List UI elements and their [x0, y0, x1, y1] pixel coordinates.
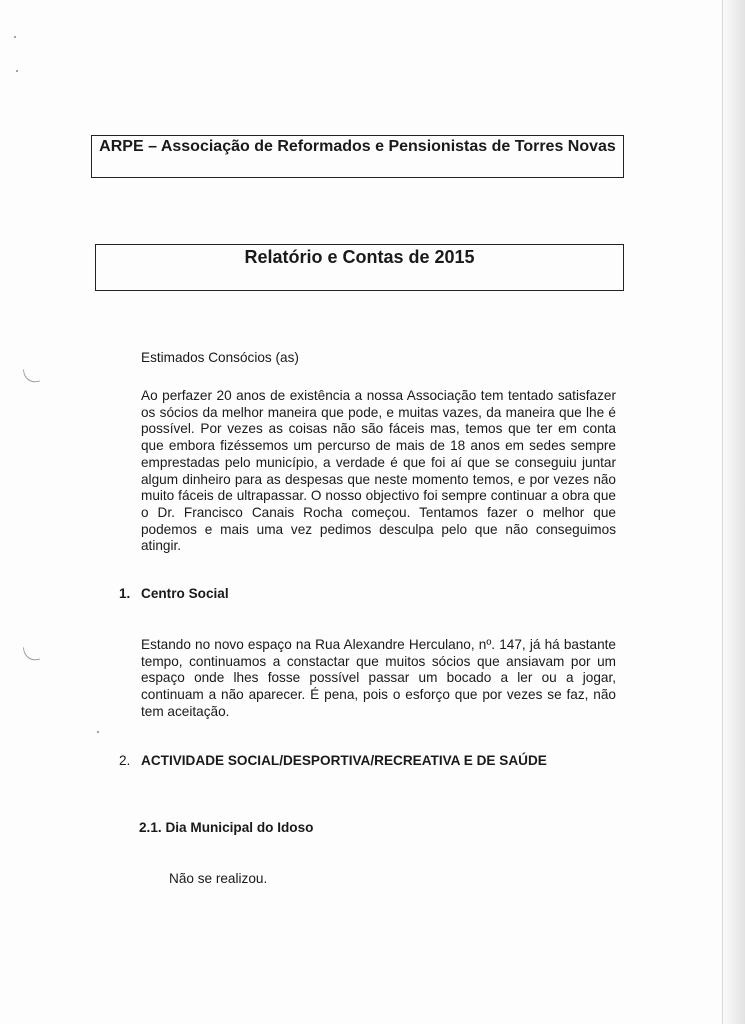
subsection-heading-dia-municipal: 2.1. Dia Municipal do Idoso — [139, 820, 314, 835]
subsection-text: Não se realizou. — [169, 871, 268, 886]
section-number: 2. — [119, 753, 131, 768]
organization-name: ARPE – Associação de Reformados e Pensionistas de Torres Novas — [99, 138, 616, 155]
greeting: Estimados Consócios (as) — [141, 350, 299, 365]
punch-hole-mark — [23, 645, 40, 662]
report-title: Relatório e Contas de 2015 — [244, 247, 475, 267]
report-title-box — [95, 244, 624, 291]
scan-speck — [97, 731, 99, 733]
intro-paragraph: Ao perfazer 20 anos de existência a nossa Associação tem tentado satisfazer os sócios da melhor maneira que pode, e muitas vazes, da maneira que lhe é possível. Por vezes as coisas não são fáceis mas, temos que ter em conta que embora fizéssemos um percurso de mais de 18 anos em sedes sempre emprestadas pelo município, a verdade é que foi aí que se conseguiu juntar algum dinheiro para as despesas que neste momento temos, e por vezes não muito fáceis de ultrapassar. O nosso objectivo foi sempre continuar a obra que o Dr. Francisco Canais Rocha começou. Tentamos fazer o melhor que podemos e mais uma vez pedimos desculpa pelo que não conseguimos atingir. — [141, 388, 616, 554]
page-edge-line — [722, 0, 723, 1024]
section-heading-actividade: ACTIVIDADE SOCIAL/DESPORTIVA/RECREATIVA E DE SAÚDE — [141, 753, 547, 768]
scan-speck — [14, 36, 16, 38]
section-number: 1. — [119, 586, 131, 601]
organization-title-box — [91, 135, 624, 178]
punch-hole-mark — [23, 367, 40, 384]
section-heading-centro-social: Centro Social — [141, 586, 229, 601]
scan-speck — [16, 70, 18, 72]
section-paragraph: Estando no novo espaço na Rua Alexandre Herculano, nº. 147, já há bastante tempo, continuamos a constactar que muitos sócios que ansiavam por um espaço onde lhes fosse possível passar um bocado a ler ou a jogar, continuam a não aparecer. É pena, pois o esforço que por vezes se faz, não tem aceitação. — [141, 637, 616, 719]
